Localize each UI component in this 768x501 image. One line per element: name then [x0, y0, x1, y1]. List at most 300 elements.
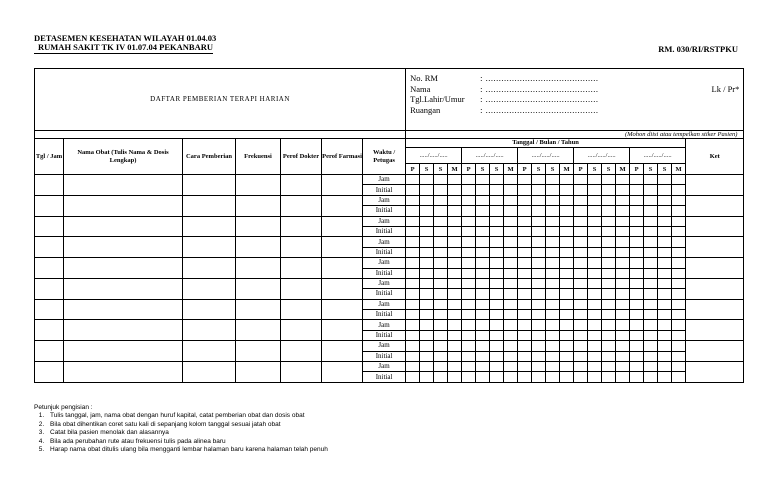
administration-cell[interactable]	[518, 185, 532, 195]
administration-cell[interactable]	[672, 175, 686, 185]
administration-cell[interactable]	[518, 320, 532, 330]
administration-cell[interactable]	[630, 289, 644, 299]
administration-cell[interactable]	[490, 351, 504, 361]
administration-cell[interactable]	[532, 362, 546, 372]
administration-cell[interactable]	[644, 372, 658, 382]
administration-cell[interactable]	[490, 278, 504, 288]
administration-cell[interactable]	[616, 226, 630, 236]
administration-cell[interactable]	[672, 320, 686, 330]
administration-cell[interactable]	[532, 247, 546, 257]
administration-cell[interactable]	[630, 247, 644, 257]
administration-cell[interactable]	[546, 299, 560, 309]
administration-cell[interactable]	[420, 226, 434, 236]
administration-cell[interactable]	[420, 175, 434, 185]
administration-cell[interactable]	[644, 247, 658, 257]
administration-cell[interactable]	[616, 195, 630, 205]
administration-cell[interactable]	[588, 195, 602, 205]
administration-cell[interactable]	[616, 289, 630, 299]
administration-cell[interactable]	[406, 195, 420, 205]
administration-cell[interactable]	[546, 278, 560, 288]
administration-cell[interactable]	[462, 237, 476, 247]
administration-cell[interactable]	[560, 299, 574, 309]
administration-cell[interactable]	[462, 351, 476, 361]
administration-cell[interactable]	[420, 247, 434, 257]
administration-cell[interactable]	[560, 268, 574, 278]
frekuensi-cell[interactable]	[236, 258, 281, 279]
perof-farmasi-cell[interactable]	[322, 195, 363, 216]
administration-cell[interactable]	[490, 216, 504, 226]
administration-cell[interactable]	[434, 206, 448, 216]
administration-cell[interactable]	[616, 268, 630, 278]
administration-cell[interactable]	[546, 310, 560, 320]
administration-cell[interactable]	[462, 216, 476, 226]
administration-cell[interactable]	[518, 175, 532, 185]
administration-cell[interactable]	[658, 289, 672, 299]
administration-cell[interactable]	[434, 351, 448, 361]
administration-cell[interactable]	[504, 206, 518, 216]
administration-cell[interactable]	[420, 195, 434, 205]
administration-cell[interactable]	[560, 258, 574, 268]
administration-cell[interactable]	[448, 341, 462, 351]
cara-pemberian-cell[interactable]	[183, 362, 236, 383]
administration-cell[interactable]	[602, 195, 616, 205]
administration-cell[interactable]	[546, 351, 560, 361]
administration-cell[interactable]	[560, 362, 574, 372]
administration-cell[interactable]	[560, 195, 574, 205]
administration-cell[interactable]	[434, 216, 448, 226]
administration-cell[interactable]	[602, 341, 616, 351]
administration-cell[interactable]	[518, 237, 532, 247]
administration-cell[interactable]	[490, 226, 504, 236]
ket-cell[interactable]	[686, 237, 744, 258]
administration-cell[interactable]	[588, 258, 602, 268]
administration-cell[interactable]	[448, 351, 462, 361]
administration-cell[interactable]	[546, 289, 560, 299]
administration-cell[interactable]	[490, 247, 504, 257]
administration-cell[interactable]	[588, 216, 602, 226]
administration-cell[interactable]	[434, 185, 448, 195]
administration-cell[interactable]	[560, 320, 574, 330]
administration-cell[interactable]	[560, 278, 574, 288]
administration-cell[interactable]	[630, 226, 644, 236]
administration-cell[interactable]	[462, 195, 476, 205]
administration-cell[interactable]	[616, 247, 630, 257]
administration-cell[interactable]	[420, 278, 434, 288]
administration-cell[interactable]	[462, 185, 476, 195]
administration-cell[interactable]	[504, 175, 518, 185]
administration-cell[interactable]	[630, 341, 644, 351]
administration-cell[interactable]	[434, 195, 448, 205]
administration-cell[interactable]	[518, 258, 532, 268]
administration-cell[interactable]	[518, 268, 532, 278]
administration-cell[interactable]	[616, 299, 630, 309]
perof-dokter-cell[interactable]	[281, 320, 322, 341]
nama-obat-cell[interactable]	[64, 320, 183, 341]
administration-cell[interactable]	[546, 320, 560, 330]
patient-field-value[interactable]: : ...........................................	[480, 104, 599, 115]
administration-cell[interactable]	[462, 226, 476, 236]
administration-cell[interactable]	[434, 362, 448, 372]
perof-dokter-cell[interactable]	[281, 362, 322, 383]
administration-cell[interactable]	[658, 278, 672, 288]
administration-cell[interactable]	[476, 278, 490, 288]
administration-cell[interactable]	[476, 320, 490, 330]
administration-cell[interactable]	[644, 268, 658, 278]
administration-cell[interactable]	[434, 299, 448, 309]
frekuensi-cell[interactable]	[236, 216, 281, 237]
administration-cell[interactable]	[616, 216, 630, 226]
administration-cell[interactable]	[434, 320, 448, 330]
administration-cell[interactable]	[490, 289, 504, 299]
cara-pemberian-cell[interactable]	[183, 258, 236, 279]
frekuensi-cell[interactable]	[236, 299, 281, 320]
perof-farmasi-cell[interactable]	[322, 237, 363, 258]
tgl-jam-cell[interactable]	[35, 195, 64, 216]
administration-cell[interactable]	[616, 330, 630, 340]
administration-cell[interactable]	[658, 341, 672, 351]
perof-dokter-cell[interactable]	[281, 278, 322, 299]
administration-cell[interactable]	[672, 268, 686, 278]
administration-cell[interactable]	[476, 185, 490, 195]
administration-cell[interactable]	[630, 299, 644, 309]
administration-cell[interactable]	[476, 351, 490, 361]
administration-cell[interactable]	[560, 341, 574, 351]
administration-cell[interactable]	[644, 185, 658, 195]
administration-cell[interactable]	[532, 268, 546, 278]
administration-cell[interactable]	[644, 278, 658, 288]
administration-cell[interactable]	[504, 278, 518, 288]
administration-cell[interactable]	[448, 175, 462, 185]
administration-cell[interactable]	[658, 226, 672, 236]
administration-cell[interactable]	[420, 206, 434, 216]
administration-cell[interactable]	[476, 372, 490, 382]
tgl-jam-cell[interactable]	[35, 341, 64, 362]
administration-cell[interactable]	[588, 226, 602, 236]
nama-obat-cell[interactable]	[64, 341, 183, 362]
administration-cell[interactable]	[420, 216, 434, 226]
administration-cell[interactable]	[406, 216, 420, 226]
administration-cell[interactable]	[476, 268, 490, 278]
administration-cell[interactable]	[672, 195, 686, 205]
administration-cell[interactable]	[644, 206, 658, 216]
administration-cell[interactable]	[462, 341, 476, 351]
perof-dokter-cell[interactable]	[281, 299, 322, 320]
perof-farmasi-cell[interactable]	[322, 175, 363, 196]
administration-cell[interactable]	[406, 185, 420, 195]
perof-dokter-cell[interactable]	[281, 258, 322, 279]
administration-cell[interactable]	[406, 237, 420, 247]
administration-cell[interactable]	[518, 289, 532, 299]
administration-cell[interactable]	[644, 258, 658, 268]
administration-cell[interactable]	[588, 268, 602, 278]
administration-cell[interactable]	[672, 299, 686, 309]
administration-cell[interactable]	[476, 258, 490, 268]
administration-cell[interactable]	[518, 351, 532, 361]
administration-cell[interactable]	[630, 185, 644, 195]
administration-cell[interactable]	[490, 299, 504, 309]
administration-cell[interactable]	[616, 278, 630, 288]
administration-cell[interactable]	[448, 268, 462, 278]
nama-obat-cell[interactable]	[64, 362, 183, 383]
administration-cell[interactable]	[504, 268, 518, 278]
administration-cell[interactable]	[616, 258, 630, 268]
administration-cell[interactable]	[630, 216, 644, 226]
administration-cell[interactable]	[504, 299, 518, 309]
administration-cell[interactable]	[504, 195, 518, 205]
administration-cell[interactable]	[448, 247, 462, 257]
administration-cell[interactable]	[476, 216, 490, 226]
frekuensi-cell[interactable]	[236, 237, 281, 258]
administration-cell[interactable]	[574, 310, 588, 320]
cara-pemberian-cell[interactable]	[183, 195, 236, 216]
administration-cell[interactable]	[490, 185, 504, 195]
administration-cell[interactable]	[602, 351, 616, 361]
tgl-jam-cell[interactable]	[35, 362, 64, 383]
administration-cell[interactable]	[476, 237, 490, 247]
administration-cell[interactable]	[616, 175, 630, 185]
ket-cell[interactable]	[686, 362, 744, 383]
perof-dokter-cell[interactable]	[281, 175, 322, 196]
administration-cell[interactable]	[630, 268, 644, 278]
administration-cell[interactable]	[406, 341, 420, 351]
administration-cell[interactable]	[476, 362, 490, 372]
administration-cell[interactable]	[630, 237, 644, 247]
cara-pemberian-cell[interactable]	[183, 320, 236, 341]
administration-cell[interactable]	[602, 237, 616, 247]
administration-cell[interactable]	[630, 278, 644, 288]
administration-cell[interactable]	[658, 195, 672, 205]
administration-cell[interactable]	[588, 362, 602, 372]
administration-cell[interactable]	[588, 341, 602, 351]
administration-cell[interactable]	[574, 247, 588, 257]
administration-cell[interactable]	[406, 206, 420, 216]
administration-cell[interactable]	[434, 278, 448, 288]
administration-cell[interactable]	[588, 351, 602, 361]
administration-cell[interactable]	[504, 330, 518, 340]
administration-cell[interactable]	[574, 278, 588, 288]
frekuensi-cell[interactable]	[236, 195, 281, 216]
administration-cell[interactable]	[616, 237, 630, 247]
administration-cell[interactable]	[434, 372, 448, 382]
administration-cell[interactable]	[532, 351, 546, 361]
administration-cell[interactable]	[518, 216, 532, 226]
date-header-cell[interactable]: ...../...../.....	[462, 148, 518, 164]
administration-cell[interactable]	[462, 362, 476, 372]
nama-obat-cell[interactable]	[64, 299, 183, 320]
administration-cell[interactable]	[658, 237, 672, 247]
perof-dokter-cell[interactable]	[281, 341, 322, 362]
administration-cell[interactable]	[658, 372, 672, 382]
administration-cell[interactable]	[434, 237, 448, 247]
administration-cell[interactable]	[560, 175, 574, 185]
administration-cell[interactable]	[406, 247, 420, 257]
nama-obat-cell[interactable]	[64, 175, 183, 196]
ket-cell[interactable]	[686, 175, 744, 196]
nama-obat-cell[interactable]	[64, 195, 183, 216]
administration-cell[interactable]	[672, 278, 686, 288]
administration-cell[interactable]	[672, 185, 686, 195]
administration-cell[interactable]	[574, 372, 588, 382]
administration-cell[interactable]	[546, 372, 560, 382]
administration-cell[interactable]	[532, 226, 546, 236]
administration-cell[interactable]	[560, 206, 574, 216]
administration-cell[interactable]	[672, 330, 686, 340]
administration-cell[interactable]	[448, 372, 462, 382]
administration-cell[interactable]	[574, 268, 588, 278]
frekuensi-cell[interactable]	[236, 175, 281, 196]
administration-cell[interactable]	[658, 299, 672, 309]
administration-cell[interactable]	[420, 289, 434, 299]
administration-cell[interactable]	[504, 351, 518, 361]
administration-cell[interactable]	[462, 175, 476, 185]
administration-cell[interactable]	[448, 185, 462, 195]
frekuensi-cell[interactable]	[236, 341, 281, 362]
administration-cell[interactable]	[560, 310, 574, 320]
administration-cell[interactable]	[504, 247, 518, 257]
cara-pemberian-cell[interactable]	[183, 216, 236, 237]
administration-cell[interactable]	[644, 362, 658, 372]
administration-cell[interactable]	[518, 206, 532, 216]
administration-cell[interactable]	[448, 278, 462, 288]
administration-cell[interactable]	[588, 289, 602, 299]
administration-cell[interactable]	[602, 247, 616, 257]
administration-cell[interactable]	[490, 362, 504, 372]
administration-cell[interactable]	[672, 362, 686, 372]
administration-cell[interactable]	[672, 237, 686, 247]
administration-cell[interactable]	[420, 351, 434, 361]
administration-cell[interactable]	[518, 278, 532, 288]
administration-cell[interactable]	[560, 237, 574, 247]
ket-cell[interactable]	[686, 341, 744, 362]
administration-cell[interactable]	[532, 216, 546, 226]
tgl-jam-cell[interactable]	[35, 278, 64, 299]
administration-cell[interactable]	[518, 226, 532, 236]
administration-cell[interactable]	[644, 237, 658, 247]
administration-cell[interactable]	[546, 341, 560, 351]
administration-cell[interactable]	[406, 226, 420, 236]
administration-cell[interactable]	[546, 216, 560, 226]
administration-cell[interactable]	[448, 330, 462, 340]
administration-cell[interactable]	[574, 362, 588, 372]
administration-cell[interactable]	[560, 185, 574, 195]
administration-cell[interactable]	[518, 372, 532, 382]
administration-cell[interactable]	[658, 268, 672, 278]
administration-cell[interactable]	[658, 330, 672, 340]
administration-cell[interactable]	[504, 216, 518, 226]
administration-cell[interactable]	[490, 341, 504, 351]
administration-cell[interactable]	[532, 258, 546, 268]
administration-cell[interactable]	[672, 258, 686, 268]
administration-cell[interactable]	[588, 330, 602, 340]
administration-cell[interactable]	[462, 278, 476, 288]
administration-cell[interactable]	[504, 362, 518, 372]
administration-cell[interactable]	[574, 351, 588, 361]
administration-cell[interactable]	[658, 258, 672, 268]
administration-cell[interactable]	[574, 320, 588, 330]
administration-cell[interactable]	[560, 226, 574, 236]
administration-cell[interactable]	[406, 362, 420, 372]
administration-cell[interactable]	[476, 247, 490, 257]
administration-cell[interactable]	[672, 341, 686, 351]
administration-cell[interactable]	[448, 195, 462, 205]
administration-cell[interactable]	[574, 289, 588, 299]
administration-cell[interactable]	[658, 175, 672, 185]
administration-cell[interactable]	[448, 226, 462, 236]
cara-pemberian-cell[interactable]	[183, 341, 236, 362]
administration-cell[interactable]	[532, 195, 546, 205]
administration-cell[interactable]	[448, 299, 462, 309]
administration-cell[interactable]	[518, 195, 532, 205]
tgl-jam-cell[interactable]	[35, 237, 64, 258]
administration-cell[interactable]	[602, 310, 616, 320]
administration-cell[interactable]	[588, 320, 602, 330]
administration-cell[interactable]	[588, 247, 602, 257]
administration-cell[interactable]	[588, 310, 602, 320]
administration-cell[interactable]	[574, 237, 588, 247]
administration-cell[interactable]	[672, 247, 686, 257]
administration-cell[interactable]	[602, 278, 616, 288]
administration-cell[interactable]	[574, 206, 588, 216]
administration-cell[interactable]	[532, 278, 546, 288]
administration-cell[interactable]	[644, 310, 658, 320]
administration-cell[interactable]	[630, 351, 644, 361]
administration-cell[interactable]	[462, 206, 476, 216]
administration-cell[interactable]	[504, 289, 518, 299]
administration-cell[interactable]	[504, 372, 518, 382]
administration-cell[interactable]	[518, 362, 532, 372]
administration-cell[interactable]	[574, 341, 588, 351]
administration-cell[interactable]	[434, 247, 448, 257]
administration-cell[interactable]	[574, 216, 588, 226]
patient-field-value[interactable]: : ...........................................	[480, 73, 599, 83]
administration-cell[interactable]	[644, 289, 658, 299]
administration-cell[interactable]	[518, 341, 532, 351]
administration-cell[interactable]	[476, 299, 490, 309]
administration-cell[interactable]	[476, 175, 490, 185]
tgl-jam-cell[interactable]	[35, 258, 64, 279]
administration-cell[interactable]	[588, 372, 602, 382]
administration-cell[interactable]	[406, 278, 420, 288]
perof-dokter-cell[interactable]	[281, 216, 322, 237]
administration-cell[interactable]	[462, 247, 476, 257]
administration-cell[interactable]	[420, 362, 434, 372]
ket-cell[interactable]	[686, 278, 744, 299]
perof-farmasi-cell[interactable]	[322, 362, 363, 383]
administration-cell[interactable]	[574, 195, 588, 205]
administration-cell[interactable]	[602, 289, 616, 299]
administration-cell[interactable]	[532, 289, 546, 299]
administration-cell[interactable]	[630, 258, 644, 268]
administration-cell[interactable]	[406, 175, 420, 185]
administration-cell[interactable]	[560, 216, 574, 226]
administration-cell[interactable]	[644, 341, 658, 351]
administration-cell[interactable]	[588, 237, 602, 247]
administration-cell[interactable]	[658, 185, 672, 195]
administration-cell[interactable]	[504, 310, 518, 320]
administration-cell[interactable]	[490, 268, 504, 278]
administration-cell[interactable]	[476, 330, 490, 340]
administration-cell[interactable]	[672, 310, 686, 320]
administration-cell[interactable]	[406, 310, 420, 320]
administration-cell[interactable]	[462, 310, 476, 320]
administration-cell[interactable]	[672, 206, 686, 216]
administration-cell[interactable]	[630, 330, 644, 340]
administration-cell[interactable]	[518, 330, 532, 340]
date-header-cell[interactable]: ...../...../.....	[518, 148, 574, 164]
cara-pemberian-cell[interactable]	[183, 299, 236, 320]
administration-cell[interactable]	[672, 289, 686, 299]
administration-cell[interactable]	[574, 226, 588, 236]
